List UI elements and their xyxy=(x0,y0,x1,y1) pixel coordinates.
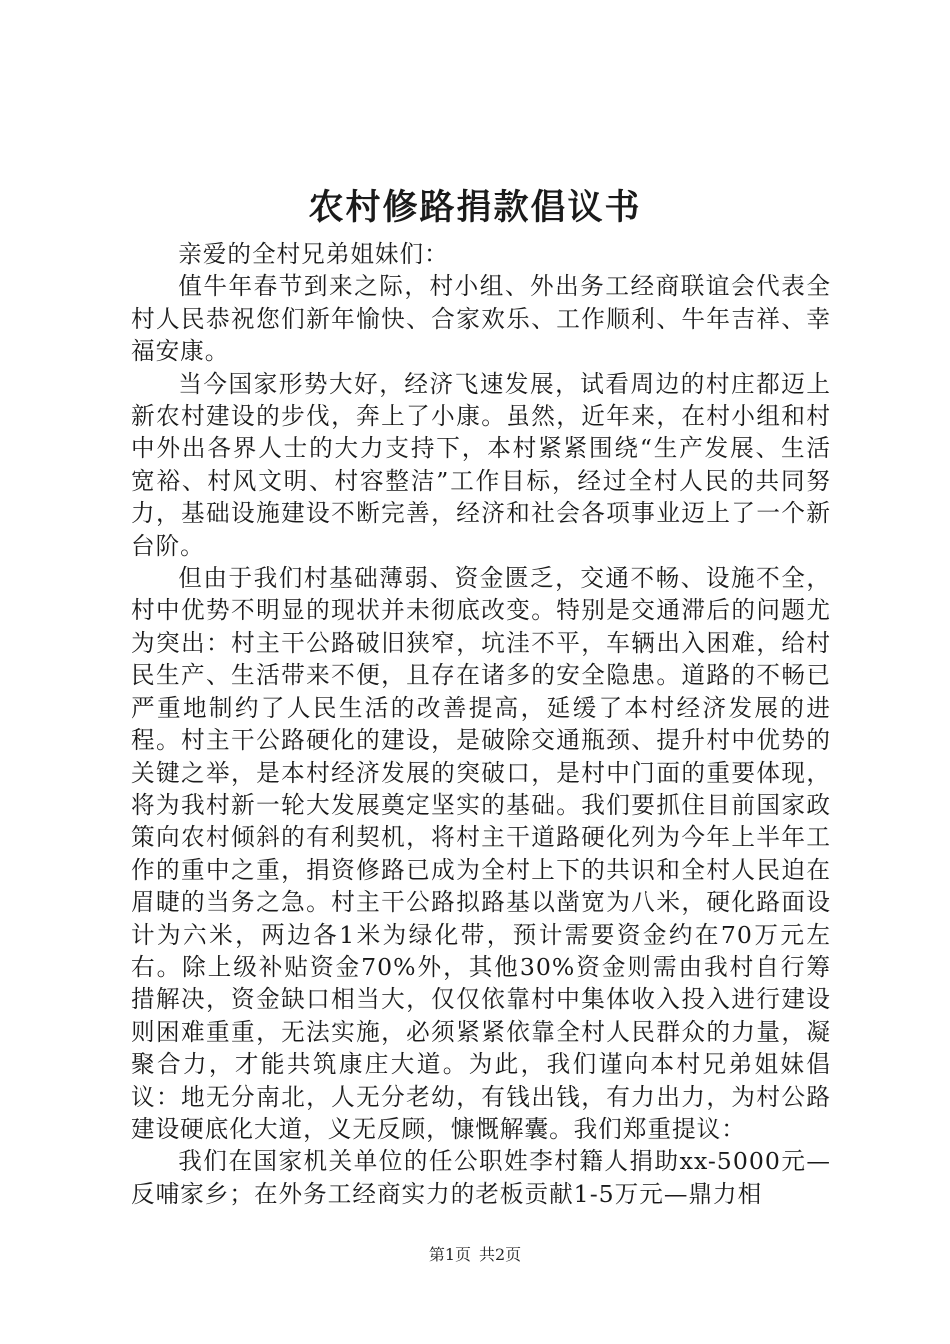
paragraph-4: 我们在国家机关单位的任公职姓李村籍人捐助xx-5000元—反哺家乡；在外务工经商实力的老板贡献1-5万元—鼎力相 xyxy=(131,1147,831,1208)
page-total: 共2页 xyxy=(479,1245,522,1264)
page-number: 第1页 xyxy=(428,1245,471,1264)
document-title: 农村修路捐款倡议书 xyxy=(308,187,642,228)
document-body xyxy=(131,238,831,1210)
page-footer xyxy=(0,1244,950,1266)
paragraph-3: 但由于我们村基础薄弱、资金匮乏，交通不畅、设施不全，村中优势不明显的现状并未彻底改变。特别是交通滞后的问题尤为突出：村主干公路破旧狭窄，坑洼不平，车辆出入困难，给村民生产、生活带来不便，且存在诸多的安全隐患。道路的不畅已严重地制约了人民生活的改善提高，延缓了本村经济发展的进程。村主干公路硬化的建设，是破除交通瓶颈、提升村中优势的关键之举，是本村经济发展的突破口，是村中门面的重要体现，将为我村新一轮大发展奠定坚实的基础。我们要抓住目前国家政策向农村倾斜的有利契机，将村主干道路硬化列为今年上半年工作的重中之重，捐资修路已成为全村上下的共识和全村人民迫在眉睫的当务之急。村主干公路拟路基以凿宽为八米，硬化路面设计为六米，两边各1米为绿化带，预计需要资金约在70万元左右。除上级补贴资金70%外，其他30%资金则需由我村自行筹措解决，资金缺口相当大，仅仅依靠村中集体收入投入进行建设则困难重重，无法实施，必须紧紧依靠全村人民群众的力量，凝聚合力，才能共筑康庄大道。为此，我们谨向本村兄弟姐妹倡议：地无分南北，人无分老幼，有钱出钱，有力出力，为村公路建设硬底化大道，义无反顾，慷慨解囊。我们郑重提议： xyxy=(131,564,831,1143)
paragraph-2: 当今国家形势大好，经济飞速发展，试看周边的村庄都迈上新农村建设的步伐，奔上了小康。虽然，近年来，在村小组和村中外出各界人士的大力支持下，本村紧紧围绕“生产发展、生活宽裕、村风文明、村容整洁”工作目标，经过全村人民的共同努力，基础设施建设不断完善，经济和社会各项事业迈上了一个新台阶。 xyxy=(131,369,831,560)
greeting: 亲爱的全村兄弟姐妹们： xyxy=(178,240,449,268)
paragraph-1: 值牛年春节到来之际，村小组、外出务工经商联谊会代表全村人民恭祝您们新年愉快、合家欢乐、工作顺利、牛年吉祥、幸福安康。 xyxy=(131,272,831,366)
